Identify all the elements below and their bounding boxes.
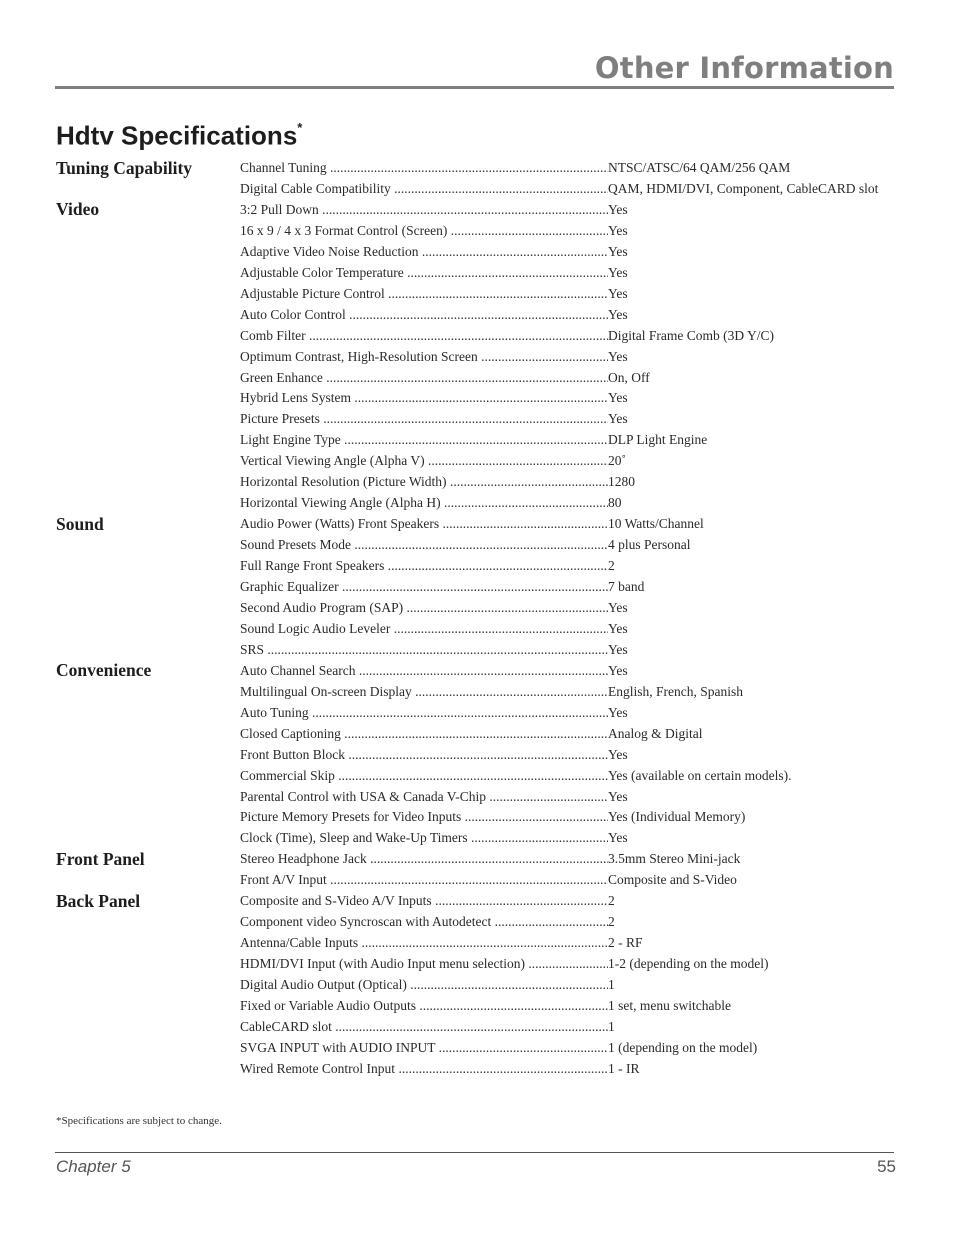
spec-label: Multilingual On-screen Display ..... <box>240 682 608 702</box>
spec-value: 4 plus Personal <box>608 537 691 553</box>
spec-label: Component video Syncroscan with Autodetect ..... <box>240 912 608 932</box>
section-label: Convenience <box>56 660 152 681</box>
spec-value: Yes <box>608 306 628 322</box>
spec-value: 1-2 (depending on the model) <box>608 956 769 972</box>
spec-label: Adaptive Video Noise Reduction ..... <box>240 242 608 262</box>
section-label: Sound <box>56 513 104 534</box>
spec-label: Light Engine Type ..... <box>240 430 608 450</box>
spec-value: 2 <box>608 914 615 930</box>
spec-value: Yes <box>608 746 628 762</box>
page-title-text: Hdtv Specifications <box>56 120 298 151</box>
spec-value: 3.5mm Stereo Mini-jack <box>608 851 741 867</box>
footer-rule <box>55 1152 894 1153</box>
footer-chapter: Chapter 5 <box>56 1157 131 1176</box>
spec-label: Digital Audio Output (Optical) ..... <box>240 975 608 995</box>
spec-value: Yes (Individual Memory) <box>608 809 746 825</box>
spec-label: Parental Control with USA & Canada V-Chip ..... <box>240 787 608 807</box>
spec-label: Graphic Equalizer ..... <box>240 577 608 597</box>
spec-label: 3:2 Pull Down ..... <box>240 200 608 220</box>
spec-label: Closed Captioning ..... <box>240 724 608 744</box>
spec-value: Yes <box>608 264 628 280</box>
spec-label: Comb Filter ..... <box>240 326 608 346</box>
spec-value: Yes <box>608 662 628 678</box>
spec-value: Yes <box>608 390 628 406</box>
spec-label: Adjustable Color Temperature ..... <box>240 263 608 283</box>
spec-value: DLP Light Engine <box>608 432 708 448</box>
spec-value: 1 set, menu switchable <box>608 998 731 1013</box>
page-number: 55 <box>877 1157 896 1176</box>
section-label: Front Panel <box>56 848 145 869</box>
section-header-title: Other Information <box>594 51 894 85</box>
spec-label: Picture Memory Presets for Video Inputs ..... <box>240 807 608 827</box>
spec-label: Auto Channel Search ..... <box>240 661 608 681</box>
spec-value: Composite and S-Video <box>608 872 737 888</box>
spec-label: CableCARD slot ..... <box>240 1017 608 1037</box>
header-rule <box>55 86 894 89</box>
spec-label: Hybrid Lens System ..... <box>240 388 608 408</box>
spec-label: Adjustable Picture Control ..... <box>240 284 608 304</box>
page-title-marker: * <box>297 120 303 135</box>
spec-value: Yes <box>608 243 628 259</box>
page-title <box>56 114 302 153</box>
spec-value: Yes <box>608 222 628 238</box>
spec-value: Digital Frame Comb (3D Y/C) <box>608 327 774 343</box>
section-label: Video <box>56 199 100 220</box>
spec-value: Analog & Digital <box>608 725 703 741</box>
spec-label: Digital Cable Compatibility ..... <box>240 179 608 199</box>
spec-label: Front A/V Input ..... <box>240 870 608 890</box>
spec-label: Optimum Contrast, High-Resolution Screen ..... <box>240 347 608 367</box>
spec-label: HDMI/DVI Input (with Audio Input menu selection) ..... <box>240 954 608 974</box>
spec-label: Antenna/Cable Inputs ..... <box>240 933 608 953</box>
spec-value: English, French, Spanish <box>608 683 743 699</box>
spec-label: SRS ..... <box>240 640 608 660</box>
spec-label: Horizontal Resolution (Picture Width) ..... <box>240 472 608 492</box>
spec-label: Horizontal Viewing Angle (Alpha H) ..... <box>240 493 608 513</box>
spec-value: Yes <box>608 641 628 657</box>
spec-value: Yes <box>608 599 628 615</box>
spec-value: On, Off <box>608 369 650 385</box>
spec-label: Clock (Time), Sleep and Wake-Up Timers ..... <box>240 828 608 848</box>
spec-label: Second Audio Program (SAP) ..... <box>240 598 608 618</box>
footnote: *Specifications are subject to change. <box>56 1115 222 1127</box>
spec-label: Auto Color Control ..... <box>240 305 608 325</box>
spec-value: Yes <box>608 830 628 846</box>
spec-label: Audio Power (Watts) Front Speakers ..... <box>240 514 608 534</box>
spec-label: SVGA INPUT with AUDIO INPUT ..... <box>240 1038 608 1058</box>
section-label: Tuning Capability <box>56 157 193 178</box>
spec-value: Yes <box>608 348 628 364</box>
spec-value: Yes <box>608 788 628 804</box>
spec-value: Yes <box>608 704 628 720</box>
spec-label: Full Range Front Speakers ..... <box>240 556 608 576</box>
spec-value: 1 <box>608 977 615 993</box>
spec-label: Front Button Block ..... <box>240 745 608 765</box>
spec-label: Channel Tuning ..... <box>240 158 608 178</box>
spec-value: NTSC/ATSC/64 QAM/256 QAM <box>608 160 791 175</box>
spec-label: Composite and S-Video A/V Inputs ..... <box>240 891 608 911</box>
spec-value: 7 band <box>608 579 645 594</box>
spec-label: Vertical Viewing Angle (Alpha V) ..... <box>240 451 608 471</box>
spec-label: Fixed or Variable Audio Outputs ..... <box>240 996 608 1016</box>
spec-label: Sound Logic Audio Leveler ..... <box>240 619 608 639</box>
spec-value: 2 <box>608 893 615 909</box>
spec-label: Wired Remote Control Input ..... <box>240 1059 608 1079</box>
spec-value: 2 - RF <box>608 935 643 951</box>
spec-value: 2 <box>608 558 615 574</box>
spec-value: 20˚ <box>608 453 626 469</box>
spec-value: 80 <box>608 495 622 511</box>
spec-label: Picture Presets ..... <box>240 409 608 429</box>
spec-value: Yes <box>608 411 628 427</box>
spec-label: Green Enhance ..... <box>240 368 608 388</box>
spec-value: Yes <box>608 620 628 636</box>
spec-value: 1280 <box>608 474 635 490</box>
spec-label: Stereo Headphone Jack ..... <box>240 849 608 869</box>
spec-label: Commercial Skip ..... <box>240 766 608 786</box>
spec-value: Yes (available on certain models). <box>608 767 792 783</box>
spec-value: 10 Watts/Channel <box>608 516 704 532</box>
spec-label: 16 x 9 / 4 x 3 Format Control (Screen) ..... <box>240 221 608 241</box>
spec-label: Sound Presets Mode ..... <box>240 535 608 555</box>
spec-value: QAM, HDMI/DVI, Component, CableCARD slot <box>608 180 879 196</box>
spec-value: 1 <box>608 1018 615 1034</box>
spec-label: Auto Tuning ..... <box>240 703 608 723</box>
spec-value: 1 - IR <box>608 1060 640 1076</box>
spec-value: Yes <box>608 285 628 301</box>
spec-value: Yes <box>608 201 628 217</box>
section-label: Back Panel <box>56 890 141 911</box>
spec-value: 1 (depending on the model) <box>608 1039 758 1055</box>
